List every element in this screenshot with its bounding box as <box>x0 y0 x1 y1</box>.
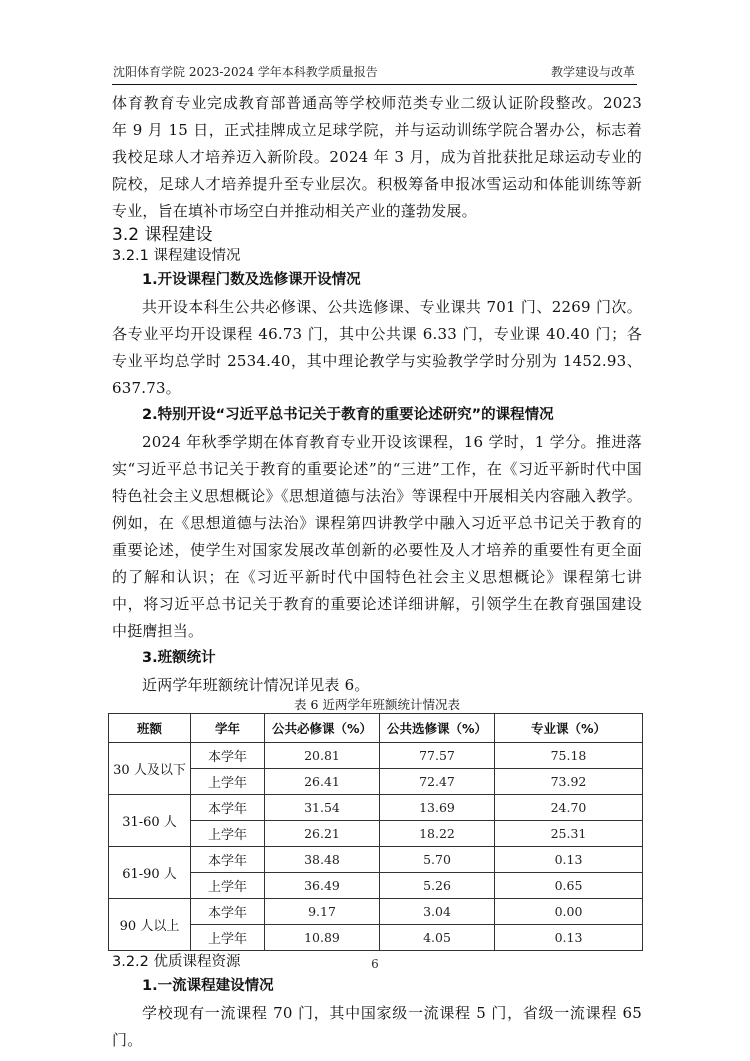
major-cell: 0.13 <box>495 925 643 951</box>
item-heading-special-course: 2.特别开设“习近平总书记关于教育的重要论述研究”的课程情况 <box>142 407 554 423</box>
year-cell: 上学年 <box>191 925 265 951</box>
year-cell: 本学年 <box>191 795 265 821</box>
item-heading-class-size: 3.班额统计 <box>142 650 216 666</box>
paragraph-course-count: 共开设本科生公共必修课、公共选修课、专业课共 701 门、2269 门次。各专业平均开设课程 46.73 门，其中公共课 6.33 门，专业课 40.40 门；各专业平均总学时 2534.40，其中理论教学与实验教学学时分别为 1452.93、637.73。 <box>112 298 642 397</box>
paragraph-first-class-courses: 学校现有一流课程 70 门，其中国家级一流课程 5 门，省级一流课程 65 门。 <box>112 1004 642 1049</box>
class-size-table <box>108 713 643 951</box>
class-size-cell: 30 人及以下 <box>109 743 191 795</box>
item-heading-course-count: 1.开设课程门数及选修课开设情况 <box>142 272 361 288</box>
major-cell: 24.70 <box>495 795 643 821</box>
public-required-cell: 38.48 <box>265 847 380 873</box>
year-cell: 本学年 <box>191 847 265 873</box>
header-chapter-title: 教学建设与改革 <box>550 65 635 79</box>
major-cell: 0.13 <box>495 847 643 873</box>
year-cell: 上学年 <box>191 769 265 795</box>
public-elective-cell: 77.57 <box>380 743 495 769</box>
paragraph-special-course: 2024 年秋季学期在体育教育专业开设该课程，16 学时，1 学分。推进落实“习近平总书记关于教育的重要论述”的“三进”工作，在《习近平新时代中国特色社会主义思想概论》《思想道德与法治》等课程中开展相关内容融入教学。例如，在《思想道德与法治》课程第四讲教学中融入习近平总书记关于教育的重要论述，使学生对国家发展改革创新的必要性及人才培养的重要性有更全面的了解和认识；在《习近平新时代中国特色社会主义思想概论》课程第七讲中，将习近平总书记关于教育的重要论述详细讲解，引领学生在教育强国建设中挺膺担当。 <box>112 433 642 640</box>
header-report-title: 沈阳体育学院 2023-2024 学年本科教学质量报告 <box>113 65 378 79</box>
section-heading-3-2: 3.2 课程建设 <box>112 225 213 245</box>
major-cell: 25.31 <box>495 821 643 847</box>
public-required-cell: 10.89 <box>265 925 380 951</box>
major-cell: 0.65 <box>495 873 643 899</box>
subsection-heading-3-2-1: 3.2.1 课程建设情况 <box>112 248 241 264</box>
public-required-cell: 20.81 <box>265 743 380 769</box>
table-caption: 表 6 近两学年班额统计情况表 <box>294 697 460 712</box>
table-row <box>109 795 643 821</box>
col-header-year: 学年 <box>191 714 265 743</box>
table-row <box>109 743 643 769</box>
col-header-public-required: 公共必修课（%） <box>265 714 380 743</box>
item-heading-first-class-courses: 1.一流课程建设情况 <box>142 978 274 994</box>
table-row <box>109 899 643 925</box>
col-header-class-size: 班额 <box>109 714 191 743</box>
class-size-cell: 61-90 人 <box>109 847 191 899</box>
public-elective-cell: 72.47 <box>380 769 495 795</box>
table-header-row <box>109 714 643 743</box>
col-header-major: 专业课（%） <box>495 714 643 743</box>
public-required-cell: 36.49 <box>265 873 380 899</box>
col-header-public-elective: 公共选修课（%） <box>380 714 495 743</box>
public-required-cell: 26.41 <box>265 769 380 795</box>
year-cell: 上学年 <box>191 821 265 847</box>
public-elective-cell: 5.26 <box>380 873 495 899</box>
public-elective-cell: 13.69 <box>380 795 495 821</box>
public-required-cell: 9.17 <box>265 899 380 925</box>
public-required-cell: 31.54 <box>265 795 380 821</box>
paragraph-class-size: 近两学年班额统计情况详见表 6。 <box>142 676 370 694</box>
body-content <box>112 90 642 1054</box>
table-row <box>109 847 643 873</box>
public-elective-cell: 18.22 <box>380 821 495 847</box>
class-size-cell: 31-60 人 <box>109 795 191 847</box>
public-required-cell: 26.21 <box>265 821 380 847</box>
major-cell: 73.92 <box>495 769 643 795</box>
year-cell: 上学年 <box>191 873 265 899</box>
class-size-cell: 90 人以上 <box>109 899 191 951</box>
major-cell: 75.18 <box>495 743 643 769</box>
public-elective-cell: 4.05 <box>380 925 495 951</box>
page-number: 6 <box>371 957 379 971</box>
public-elective-cell: 5.70 <box>380 847 495 873</box>
major-cell: 0.00 <box>495 899 643 925</box>
year-cell: 本学年 <box>191 899 265 925</box>
running-header <box>112 60 637 85</box>
year-cell: 本学年 <box>191 743 265 769</box>
subsection-heading-3-2-2: 3.2.2 优质课程资源 <box>112 954 241 970</box>
intro-paragraph: 体育教育专业完成教育部普通高等学校师范类专业二级认证阶段整改。2023 年 9 月 15 日，正式挂牌成立足球学院，并与运动训练学院合署办公，标志着我校足球人才培养迈入新阶段。2024 年 3 月，成为首批获批足球运动专业的院校，足球人才培养提升至专业层次。积极筹备申报冰雪运动和体能训练等新专业，旨在填补市场空白并推动相关产业的蓬勃发展。 <box>112 94 642 220</box>
public-elective-cell: 3.04 <box>380 899 495 925</box>
